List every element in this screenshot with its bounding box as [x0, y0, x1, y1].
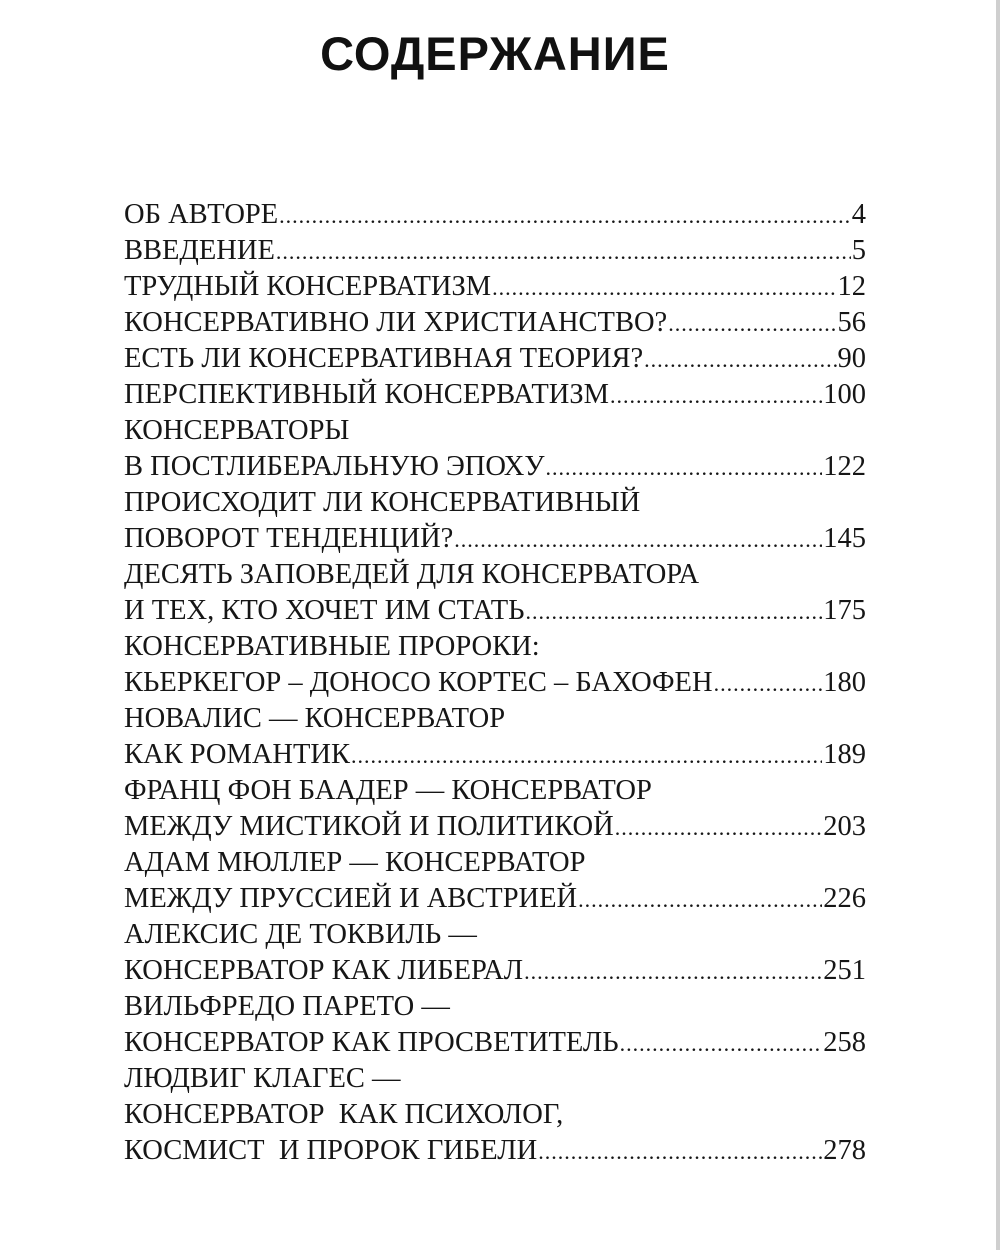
- toc-line: [124, 989, 866, 1025]
- toc-line: [124, 1061, 866, 1097]
- toc-entry: [124, 197, 866, 233]
- toc-entry-title: АЛЕКСИС ДЕ ТОКВИЛЬ —: [124, 919, 477, 950]
- dot-leader: [620, 1026, 823, 1062]
- toc-line: [124, 305, 866, 341]
- toc-entry-title: КОНСЕРВАТИВНО ЛИ ХРИСТИАНСТВО?: [124, 307, 668, 338]
- dot-leader: [525, 594, 822, 630]
- toc-page-number: 122: [823, 451, 866, 482]
- toc-entry-title: ЛЮДВИГ КЛАГЕС —: [124, 1063, 401, 1094]
- toc-entry: [124, 557, 866, 629]
- toc-page-number: 251: [823, 955, 866, 986]
- toc-entry: [124, 989, 866, 1061]
- toc-line: [124, 413, 866, 449]
- toc-entry-title: КАК РОМАНТИК: [124, 739, 351, 770]
- toc-page-number: 278: [823, 1135, 866, 1166]
- toc-line: [124, 737, 866, 773]
- toc-entry-title: КОНСЕРВАТОР КАК ПРОСВЕТИТЕЛЬ: [124, 1027, 619, 1058]
- dot-leader: [644, 342, 836, 378]
- toc-line: [124, 701, 866, 737]
- toc-entry-title: НОВАЛИС — КОНСЕРВАТОР: [124, 703, 506, 734]
- toc-entry-title: В ПОСТЛИБЕРАЛЬНУЮ ЭПОХУ: [124, 451, 545, 482]
- toc-line: [124, 557, 866, 593]
- toc-page-number: 56: [837, 307, 866, 338]
- toc-entry-title: ДЕСЯТЬ ЗАПОВЕДЕЙ ДЛЯ КОНСЕРВАТОРА: [124, 559, 700, 590]
- toc-page-number: 4: [851, 199, 866, 230]
- toc-entry-title: ОБ АВТОРЕ: [124, 199, 279, 230]
- toc-line: [124, 809, 866, 845]
- toc-line: [124, 1025, 866, 1061]
- toc-entry: [124, 845, 866, 917]
- toc-line: [124, 773, 866, 809]
- toc-entry: [124, 377, 866, 413]
- dot-leader: [615, 810, 823, 846]
- toc-line: [124, 629, 866, 665]
- toc-entry: [124, 773, 866, 845]
- toc-page-number: 100: [823, 379, 866, 410]
- toc-page-number: 5: [851, 235, 866, 266]
- toc-entry: [124, 269, 866, 305]
- dot-leader: [538, 1134, 822, 1170]
- toc-line: [124, 917, 866, 953]
- dot-leader: [610, 378, 822, 414]
- toc-entry-title: ПЕРСПЕКТИВНЫЙ КОНСЕРВАТИЗМ: [124, 379, 609, 410]
- dot-leader: [351, 738, 822, 774]
- dot-leader: [276, 234, 851, 270]
- dot-leader: [492, 270, 836, 306]
- toc-page-number: 145: [823, 523, 866, 554]
- toc-entry-title: ТРУДНЫЙ КОНСЕРВАТИЗМ: [124, 271, 492, 302]
- toc-entry: [124, 413, 866, 485]
- toc-line: [124, 1133, 866, 1169]
- toc-line: [124, 665, 866, 701]
- toc-line: [124, 197, 866, 233]
- toc-line: [124, 1097, 866, 1133]
- toc-line: [124, 485, 866, 521]
- toc-line: [124, 845, 866, 881]
- toc-entry-title: ЕСТЬ ЛИ КОНСЕРВАТИВНАЯ ТЕОРИЯ?: [124, 343, 644, 374]
- toc-line: [124, 269, 866, 305]
- toc-page-number: 203: [823, 811, 866, 842]
- toc-entry: [124, 629, 866, 701]
- toc-line: [124, 881, 866, 917]
- toc-line: [124, 377, 866, 413]
- toc-entry-title: КОНСЕРВАТОР КАК ЛИБЕРАЛ: [124, 955, 524, 986]
- dot-leader: [454, 522, 822, 558]
- toc-line: [124, 521, 866, 557]
- dot-leader: [668, 306, 836, 342]
- toc-page-number: 90: [837, 343, 866, 374]
- toc-entry-title: ВИЛЬФРЕДО ПАРЕТО —: [124, 991, 450, 1022]
- toc-page-number: 226: [823, 883, 866, 914]
- toc-entry: [124, 233, 866, 269]
- toc-page-number: 189: [823, 739, 866, 770]
- page-edge: [996, 0, 1000, 1250]
- toc-entry-title: ПОВОРОТ ТЕНДЕНЦИЙ?: [124, 523, 454, 554]
- toc-entry: [124, 701, 866, 773]
- toc-entry-title: КОНСЕРВАТИВНЫЕ ПРОРОКИ:: [124, 631, 540, 662]
- toc-entry: [124, 917, 866, 989]
- dot-leader: [524, 954, 822, 990]
- toc-entry-title: МЕЖДУ ПРУССИЕЙ И АВСТРИЕЙ: [124, 883, 578, 914]
- toc-entry-title: МЕЖДУ МИСТИКОЙ И ПОЛИТИКОЙ: [124, 811, 614, 842]
- table-of-contents: [124, 197, 866, 1169]
- dot-leader: [546, 450, 823, 486]
- dot-leader: [279, 198, 851, 234]
- toc-line: [124, 593, 866, 629]
- toc-line: [124, 233, 866, 269]
- dot-leader: [714, 666, 823, 702]
- toc-entry-title: КЬЕРКЕГОР – ДОНОСО КОРТЕС – БАХОФЕН: [124, 667, 713, 698]
- toc-entry: [124, 1061, 866, 1169]
- toc-entry: [124, 485, 866, 557]
- dot-leader: [578, 882, 822, 918]
- toc-entry: [124, 305, 866, 341]
- toc-line: [124, 341, 866, 377]
- toc-entry-title: И ТЕХ, КТО ХОЧЕТ ИМ СТАТЬ: [124, 595, 525, 626]
- toc-page-number: 12: [837, 271, 866, 302]
- toc-line: [124, 953, 866, 989]
- toc-entry-title: КОНСЕРВАТОРЫ: [124, 415, 350, 446]
- toc-entry-title: КОНСЕРВАТОР КАК ПСИХОЛОГ,: [124, 1099, 564, 1130]
- toc-entry: [124, 341, 866, 377]
- toc-page-number: 180: [823, 667, 866, 698]
- toc-line: [124, 449, 866, 485]
- toc-entry-title: АДАМ МЮЛЛЕР — КОНСЕРВАТОР: [124, 847, 586, 878]
- page-title: СОДЕРЖАНИЕ: [320, 27, 670, 80]
- toc-entry-title: ФРАНЦ ФОН БААДЕР — КОНСЕРВАТОР: [124, 775, 652, 806]
- toc-entry-title: КОСМИСТ И ПРОРОК ГИБЕЛИ: [124, 1135, 538, 1166]
- toc-page-number: 258: [823, 1027, 866, 1058]
- toc-entry-title: ПРОИСХОДИТ ЛИ КОНСЕРВАТИВНЫЙ: [124, 487, 641, 518]
- toc-entry-title: ВВЕДЕНИЕ: [124, 235, 275, 266]
- toc-page-number: 175: [823, 595, 866, 626]
